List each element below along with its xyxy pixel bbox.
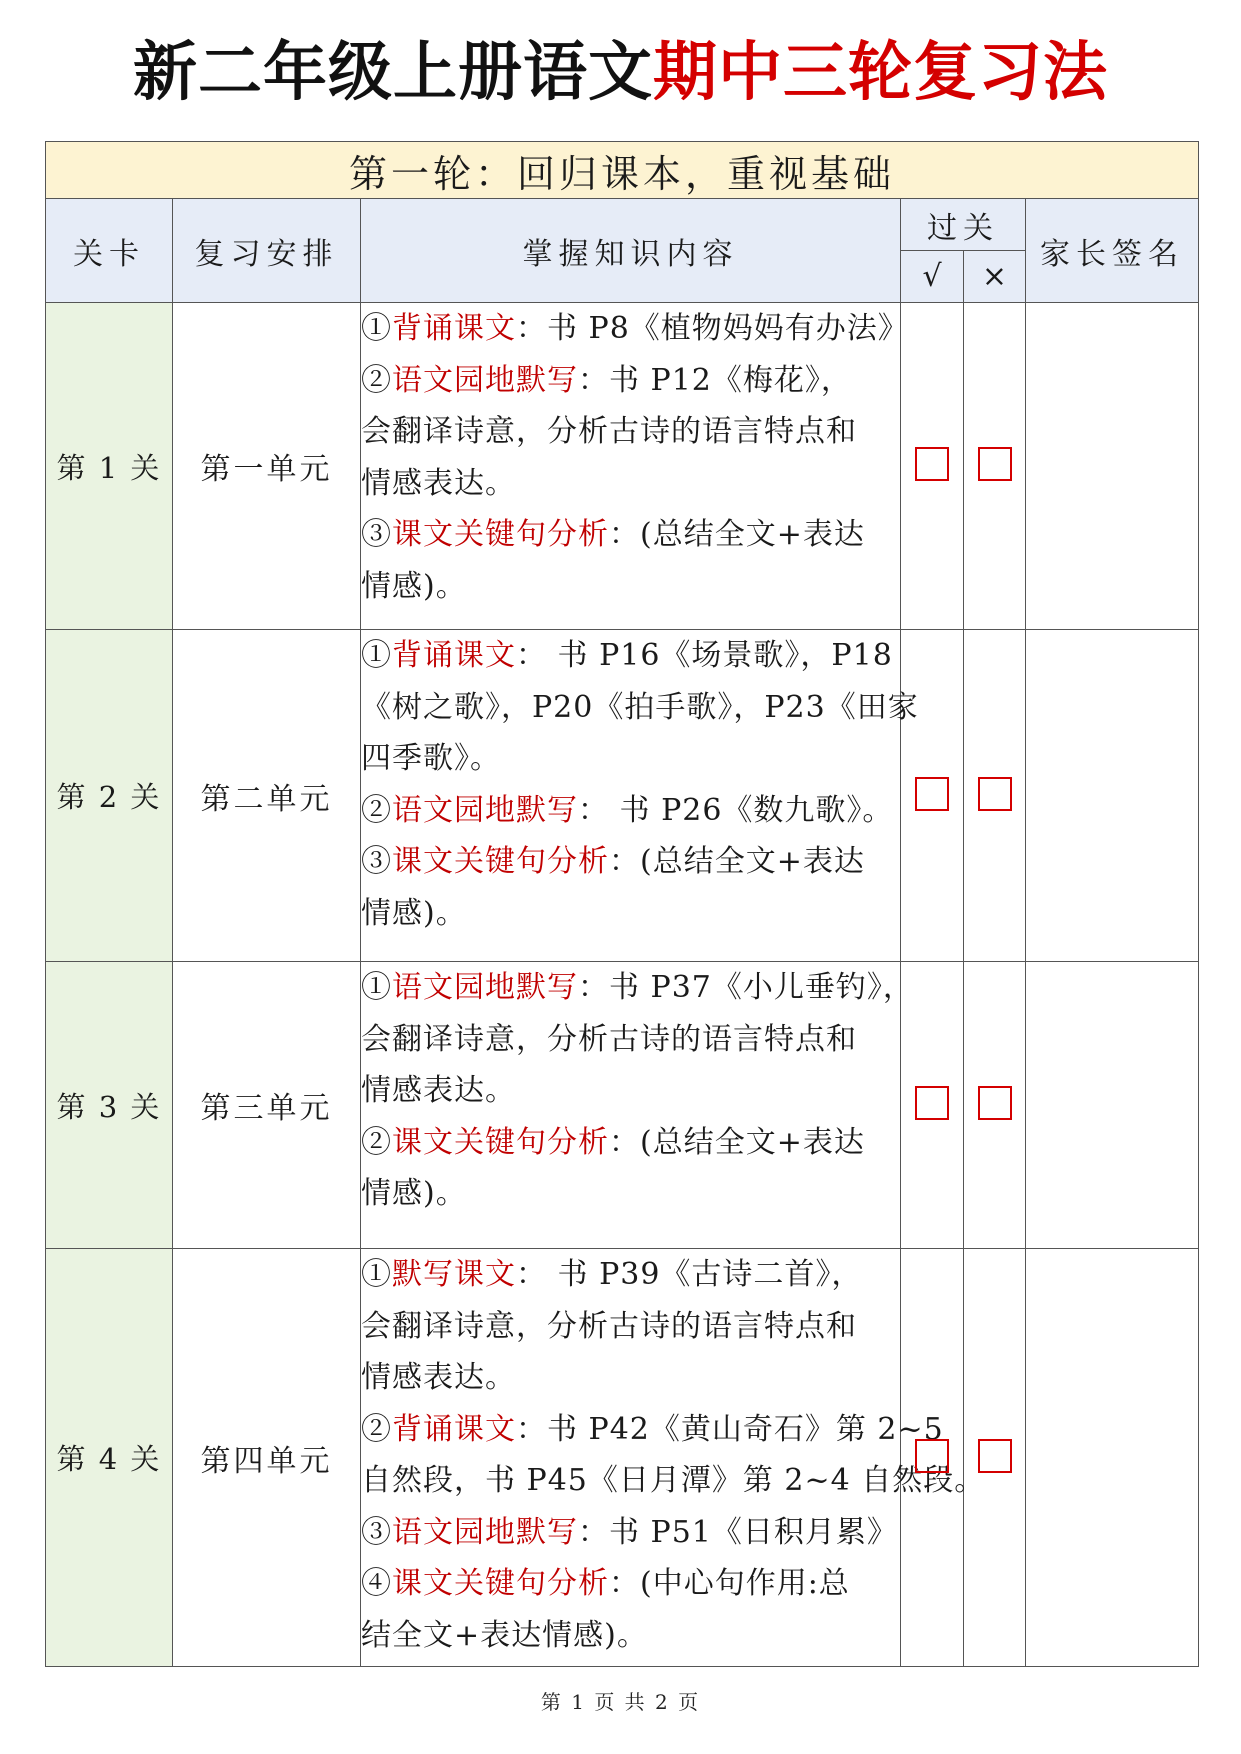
content-line [361,836,900,888]
pass-no-cell [964,630,1026,962]
content-line [361,458,900,510]
pass-yes-cell [901,303,964,630]
content-line [361,1117,900,1169]
item-label: 背诵课文 [392,638,516,673]
item-number: ① [361,1257,392,1292]
item-number: ① [361,638,392,673]
item-number: ② [361,792,392,828]
pass-yes-checkbox[interactable] [915,447,949,481]
content-line [361,1507,900,1559]
item-text: ：书 P12《梅花》， [578,362,852,398]
item-text: ：书 P37《小儿垂钓》， [578,970,914,1005]
item-text: ： 书 P39《古诗二首》， [516,1257,863,1292]
pass-no-cell [964,303,1026,630]
item-text: ： 书 P26《数九歌》。 [578,792,894,828]
pass-yes-cell [901,630,964,962]
item-text: 《树之歌》，P20《拍手歌》，P23《田家 [361,689,919,725]
content-line [361,1404,944,1456]
item-text: ：(总结全文+表达 [609,1124,865,1160]
pass-no-checkbox[interactable] [978,777,1012,811]
content-line [361,509,900,561]
header-plan: 复习安排 [173,199,361,303]
level-row [46,303,1199,630]
signature-cell[interactable] [1026,303,1199,630]
item-number: ② [361,1411,392,1447]
pass-no-checkbox[interactable] [978,1439,1012,1473]
content-line [361,561,900,613]
item-number: ② [361,362,392,398]
item-label: 背诵课文 [392,311,516,346]
item-label: 默写课文 [392,1257,516,1292]
pass-yes-checkbox[interactable] [915,1439,949,1473]
title-part2: 期中三轮复习法 [653,36,1108,110]
item-number: ④ [361,1566,392,1601]
item-text: 自然段，书 P45《日月潭》第 2~4 自然段。 [361,1463,986,1498]
content-line [361,733,900,785]
content-line [361,630,900,682]
content-line [361,1455,986,1507]
pass-yes-checkbox[interactable] [915,1086,949,1120]
content-cell [361,630,919,962]
content-line [361,303,909,355]
level-cell: 第 1 关 [46,303,173,630]
content-line [361,406,900,458]
level-cell: 第 3 关 [46,962,173,1249]
content-line [361,1249,900,1301]
content-line [361,785,900,837]
item-number: ③ [361,844,392,879]
content-cell [361,962,914,1249]
page-footer: 第 1 页 共 2 页 [540,1690,701,1714]
level-row [46,962,1199,1249]
pass-no-cell [964,962,1026,1249]
item-text: 情感表达。 [361,465,516,501]
round-title: 第一轮：回归课本，重视基础 [46,142,1199,199]
review-table [45,141,1199,1667]
item-text: 情感)。 [361,895,467,931]
content-cell [361,303,909,630]
item-label: 语文园地默写 [392,362,578,398]
item-label: 课文关键句分析 [392,517,609,552]
item-text: 会翻译诗意，分析古诗的语言特点和 [361,414,857,449]
pass-no-cell [964,1249,1026,1667]
level-row [46,630,1199,962]
item-text: ：书 P8《植物妈妈有办法》 [516,311,909,346]
item-text: ：(总结全文+表达 [609,517,865,552]
item-number: ① [361,311,392,346]
content-cell [361,1249,986,1667]
content-line [361,1352,900,1404]
pass-no-checkbox[interactable] [978,447,1012,481]
content-line [361,962,914,1014]
signature-cell[interactable] [1026,962,1199,1249]
level-row [46,1249,1199,1667]
header-pass-no: × [964,251,1026,303]
item-label: 语文园地默写 [392,1514,578,1550]
item-text: ：(中心句作用:总 [609,1566,850,1601]
header-content: 掌握知识内容 [361,199,901,303]
item-text: 情感表达。 [361,1360,516,1395]
item-text: ：书 P51《日积月累》 [578,1514,898,1550]
signature-cell[interactable] [1026,1249,1199,1667]
content-line [361,1065,900,1117]
pass-yes-checkbox[interactable] [915,777,949,811]
unit-cell: 第三单元 [173,962,361,1249]
item-label: 背诵课文 [392,1411,516,1447]
item-label: 课文关键句分析 [392,844,609,879]
item-text: 结全文+表达情感)。 [361,1617,648,1653]
item-number: ③ [361,517,392,552]
content-line [361,1610,900,1662]
content-line [361,682,919,734]
item-text: 情感)。 [361,1176,467,1211]
header-level: 关卡 [46,199,173,303]
item-label: 课文关键句分析 [392,1124,609,1160]
level-cell: 第 4 关 [46,1249,173,1667]
level-cell: 第 2 关 [46,630,173,962]
item-label: 课文关键句分析 [392,1566,609,1601]
pass-yes-cell [901,1249,964,1667]
pass-no-checkbox[interactable] [978,1086,1012,1120]
content-line [361,1301,900,1353]
page-title [0,28,1241,118]
item-text: 情感)。 [361,568,467,604]
item-text: ：(总结全文+表达 [609,844,865,879]
item-label: 语文园地默写 [392,792,578,828]
content-line [361,355,900,407]
content-line [361,888,900,940]
item-label: 语文园地默写 [392,970,578,1005]
item-text: ： 书 P16《场景歌》，P18 [516,638,893,673]
item-text: 四季歌》。 [361,741,501,776]
item-text: 会翻译诗意，分析古诗的语言特点和 [361,1021,857,1057]
unit-cell: 第一单元 [173,303,361,630]
item-number: ③ [361,1514,392,1550]
item-text: 会翻译诗意，分析古诗的语言特点和 [361,1308,857,1344]
title-part1: 新二年级上册语文 [133,36,653,110]
item-number: ① [361,970,392,1005]
content-line [361,1558,900,1610]
content-line [361,1014,900,1066]
signature-cell[interactable] [1026,630,1199,962]
unit-cell: 第四单元 [173,1249,361,1667]
item-number: ② [361,1124,392,1160]
header-signature: 家长签名 [1026,199,1199,303]
header-pass-yes: √ [901,251,964,303]
content-line [361,1168,900,1220]
item-text: ：书 P42《黄山奇石》第 2~5 [516,1411,944,1447]
header-pass: 过关 [901,199,1026,251]
unit-cell: 第二单元 [173,630,361,962]
item-text: 情感表达。 [361,1073,516,1108]
